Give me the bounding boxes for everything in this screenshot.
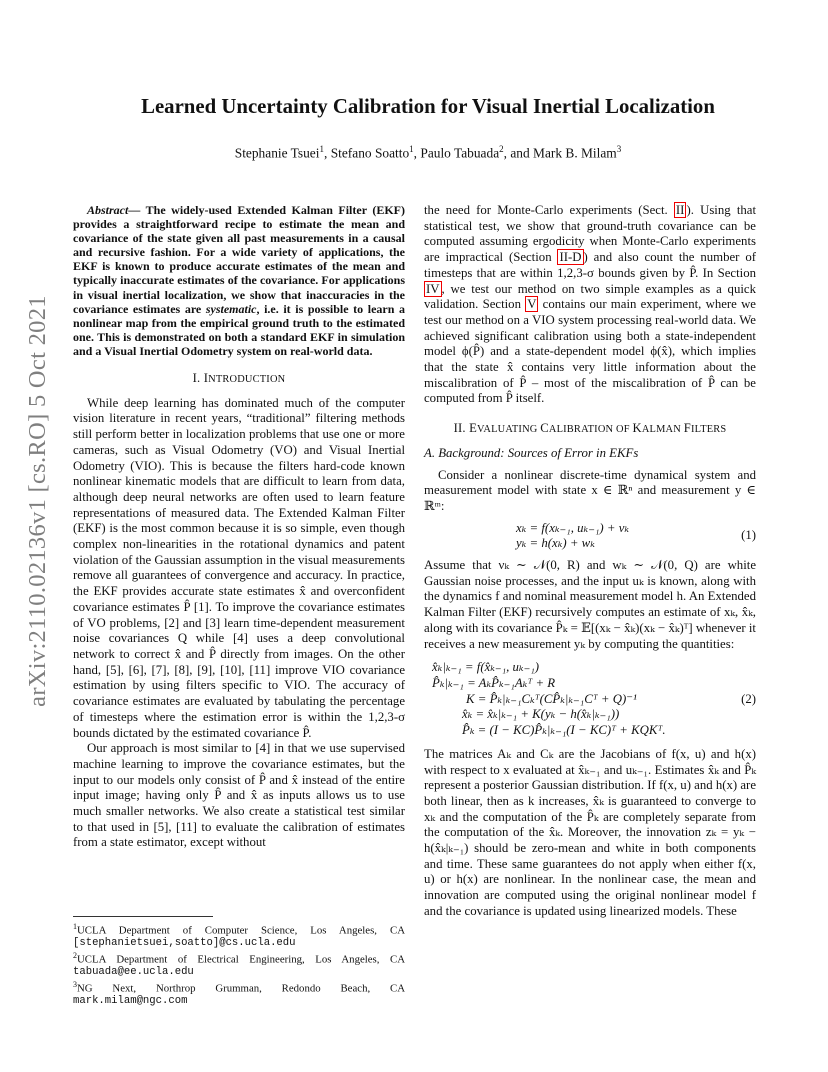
equation-line: P̂ₖ|ₖ₋₁ = AₖP̂ₖ₋₁Aₖᵀ + R [432,675,556,690]
subsection-heading-background: A. Background: Sources of Error in EKFs [424,445,639,460]
affiliation-mark: 3 [616,144,622,154]
footnote-1: $^1$UCLA Department of Computer Science, Los Angeles, CA [73,922,405,937]
author-list: Stephanie Tsuei$^1$, Stefano Soatto$^1$, Paulo Tabuada$^2$, and Mark B. Milam$^3$ [234,144,622,161]
footnote-3: $^3$NG Next, Northrop Grumman, Redondo Beach, CA [73,979,405,995]
footnote-2-email[interactable]: tabuada@ee.ucla.edu [73,965,194,978]
equation-line: P̂ₖ = (I − KC)P̂ₖ|ₖ₋₁(I − KC)ᵀ + KQKᵀ. [462,723,666,738]
affiliation-mark: 1 [409,144,414,154]
footnotes [73,916,405,1007]
abstract-emphasis: systematic [205,301,257,316]
equation-line: x̂ₖ|ₖ₋₁ = f(x̂ₖ₋₁, uₖ₋₁) [432,660,540,675]
equation-line: K = P̂ₖ|ₖ₋₁Cₖᵀ(CP̂ₖ|ₖ₋₁Cᵀ + Q)⁻¹ [466,691,637,706]
section-ref-link[interactable]: II [675,203,685,217]
left-column [73,203,405,851]
affiliation-mark: 2 [499,144,504,154]
section-heading-evaluating-calibration: II. EVALUATING CALIBRATION OF KALMAN FILTERS [453,421,727,436]
equation-number: (2) [741,691,756,706]
intro-paragraph-continued: the need for Monte-Carlo experiments (Sect. II ). Using that statistical test, we show that ground-truth covariance can be computed assuming ergodicity when Monte-Carlo experiments are impractical (Section II-D ) and also count the number of timesteps that are within 1,2,3-σ bounds given by P̂. In Section IV , we test our method on two simple examples as a quick validation. Section V contains our main experiment, where we test our method on a VIO system processing real-world data. We achieved significant calibration using both a state-independent model ϕ(P̂) and a state-dependent model ϕ(x̂), which implies that the state x̂ contains very little information about the miscalibration of P̂ – most of the miscalibration of P̂ can be computed from P̂ itself. [424,203,757,406]
author-name: Stephanie Tsuei [234,145,320,161]
footnote-rule [73,916,213,917]
footnote-1-email[interactable]: [stephanietsuei,soatto]@cs.ucla.edu [73,937,296,950]
paper-title: Learned Uncertainty Calibration for Visual Inertial Localization [141,95,715,118]
equation-2 [424,660,756,739]
intro-paragraph-2: Our approach is most similar to [4] in that we use supervised machine learning to improve the covariance estimates, but the input to our models only consist of P̂ and x̂ instead of the entire input image; having only P̂ and x̂ as inputs allows us to use much smaller networks. We also create a statistical test similar to that used in [5], [11] to evaluate the calibration of estimates from a state estimator, except without [73,741,405,850]
background-paragraph-2: Assume that νₖ ∼ 𝒩(0, R) and wₖ ∼ 𝒩(0, Q) are white Gaussian noise processes, and the input uₖ is known, along with the dynamics f and nominal measurement model h. An Extended Kalman Filter (EKF) recursively computes an estimate of xₖ, x̂ₖ, along with its covariance P̂ₖ = 𝔼[(xₖ − x̂ₖ)(xₖ − x̂ₖ)ᵀ] whenever it receives a new measurement yₖ by computing the quantities: [424,558,756,651]
author-name: Stefano Soatto [330,145,410,161]
section-heading-introduction: I. INTRODUCTION [192,371,286,386]
right-column [424,203,756,920]
background-paragraph-3: The matrices Aₖ and Cₖ are the Jacobians of f(x, u) and h(x) with respect to x evaluated at x̂ₖ₋₁ and uₖ₋₁. Estimates x̂ₖ and P̂ₖ represent a posterior Gaussian distribution. If f(x, u) and h(x) are both linear, then as k increases, x̂ₖ is guaranteed to converge to xₖ and the computation of the P̂ₖ are completely separate from the computation of the x̂ₖ. Moreover, the innovation zₖ = yₖ − h(x̂ₖ|ₖ₋₁) should be zero-mean and white in both components and time. These same guarantees do not apply when either f(x, u) or h(x) are nonlinear. In the nonlinear case, the mean and innovation are computed using the original nonlinear model f and the covariance is updated using linearized models. These [424,746,756,918]
equation-line: yₖ = h(xₖ) + wₖ [516,536,595,551]
footnote-2: $^2$UCLA Department of Electrical Engineering, Los Angeles, CA [73,950,405,966]
section-ref-link[interactable]: IV [426,281,440,296]
background-paragraph-1: Consider a nonlinear discrete-time dynamical system and measurement model with state x ∈ ℝⁿ and measurement y ∈ ℝᵐ: [424,467,756,513]
equation-1 [424,521,756,552]
author-name: Paulo Tabuada [420,145,500,161]
abstract-label: Abstract— [87,203,141,217]
section-ref-link[interactable]: II-D [559,250,582,265]
equation-number: (1) [741,528,756,543]
arxiv-identifier: arXiv:2110.02136v1 [cs.RO] 5 Oct 2021 [24,295,51,707]
equation-line: x̂ₖ = x̂ₖ|ₖ₋₁ + K(yₖ − h(x̂ₖ|ₖ₋₁)) [462,707,620,722]
affiliation-mark: 1 [319,144,324,154]
intro-paragraph-1: While deep learning has dominated much of the computer vision literature in recent years, “traditional” filtering methods still perform better in localization problems that use one or more cameras, such as Visual Odometry (VO) and Visual Inertial Odometry (VIO). This is because the filters hard-code known nonlinear kinematic models that are difficult to learn from data, although deep neural networks are often used to learn feature representations of measured data. The Extended Kalman Filter (EKF) is the most common because it is so simple, even though complex non-linearities in the rotational dynamics and patent violation of the Gaussian assumption in the visual measurements remove all guarantees of convergence and accuracy. In practice, the EKF provides accurate state estimates x̂ and overconfident covariance estimates P̂ [1]. To improve the covariance estimates of VO problems, [2] and [3] learn time-dependent measurement noise covariances Q while [4] uses a deep convolutional network to correct x̂ and P̂ directly from images. On the other hand, [5], [6], [7], [8], [9], [10], [11] improve VIO covariance estimation by using filters specific to VIO. The accuracy of covariance estimates are evaluated by tabulating the percentage of timesteps where the estimation error is within the 1,2,3-σ bounds dictated by the estimated covariance P̂. [73,395,405,740]
footnote-3-email[interactable]: mark.milam@ngc.com [73,994,188,1007]
abstract: Abstract— The widely-used Extended Kalman Filter (EKF) provides a straightforward recipe to estimate the mean and covariance of the state given all past measurements in a causal and recursive fashion. For a wide variety of applications, the EKF is known to produce accurate estimates of the mean and typically inaccurate estimates of the covariance. For applications in visual inertial localization, we show that inaccuracies in the covariance estimates are systematic, i.e. it is possible to learn a nonlinear map from the empirical ground truth to the estimated one. This is demonstrated on both a standard EKF in simulation and a Visual Inertial Odometry system on real-world data. [73,203,405,358]
section-ref-link[interactable]: V [527,297,537,312]
equation-line: xₖ = f(xₖ₋₁, uₖ₋₁) + νₖ [516,520,630,535]
author-name: and Mark B. Milam [510,145,617,161]
